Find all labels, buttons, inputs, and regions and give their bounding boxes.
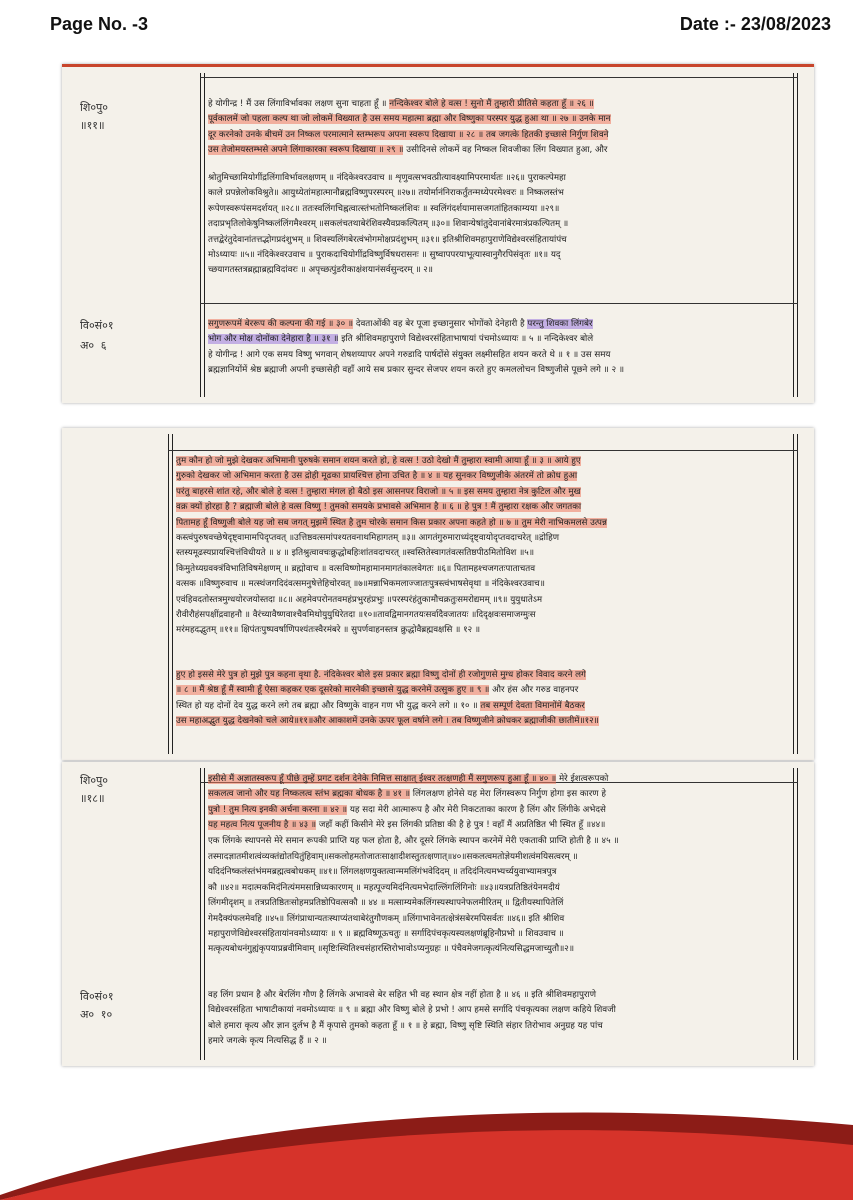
text-segment: वह लिंग प्रधान है और बेरलिंग गौण है लिंगके अभावसे बेर सहित भी वह स्थान क्षेत्र नहीं होता है ॥ ४६ ॥ इति श्रीशिवमहापुराणे xyxy=(208,990,596,1000)
text-segment: उसीदिनसे लोकमें वह निष्कल शिवजीका लिंग विख्यात हुआ, और xyxy=(403,145,608,156)
sanskrit-line: किमुतेध्यग्रवक्त्रंविभातिविषमेक्षणम् ॥ ब्रह्मोवाच ॥ वत्सविष्णोमहामानमागतंकालवेगतः ॥६॥ पितामहश्चजगतःपाताचतव xyxy=(176,563,536,574)
text-line xyxy=(176,714,788,729)
sanskrit-line: तस्मादज्ञातमीशत्वंव्यक्तंद्योतयितुंहिवाम्॥सकलोहमतोजातःसाक्षादीशस्तुतत्क्षणात्॥४०॥सकलत्वमतोज्ञेयमीशत्वंमयिसत्वरम् ॥ xyxy=(208,852,578,862)
text-line xyxy=(176,485,788,500)
highlighted-text: सकलत्व जानो और यह निष्कलत्व स्तंभ ब्रह्मका बोधक है ॥ ४१ ॥ xyxy=(208,789,411,800)
text-segment: यह सदा मेरी आत्मारूप है और मेरी निकटताका कारण है लिंग और लिंगीके अभेदसे xyxy=(347,804,606,815)
hindi-translation-block xyxy=(176,668,788,730)
text-segment: और हंस और गरुड वाहनपर xyxy=(489,685,579,696)
text-line xyxy=(208,143,788,158)
page-date: Date :- 23/08/2023 xyxy=(679,14,831,34)
text-line xyxy=(208,363,788,378)
text-segment: देवताओंकी वह बेर पूजा इच्छानुसार भोगोंको देनेहारी है xyxy=(353,319,528,329)
highlighted-text: परंतु बाहरसे शांत रहे, और बोले हे वत्स ! तुम्हारा मंगल हो बैठो इस आसनपर विराजो ॥ ५ ॥ इस समय तुम्हारा नेत्र कुटिल और मुख xyxy=(176,486,581,497)
sanskrit-verse-block xyxy=(208,171,788,279)
margin-note: अ० ६ xyxy=(80,339,107,352)
sanskrit-line: महापुराणेविद्येश्वरसंहितायांनवमोऽध्यायः ॥ ९ ॥ ब्रह्मविष्णूऊचतुः ॥ सर्गादिपंचकृत्यस्यलक्षणंब्रूहिनौप्रभो ॥ शिवउवाच ॥ xyxy=(208,929,564,940)
text-segment: एक लिंगके स्थापनसे मेरे समान रूपकी प्राप्ति यह फल होता है, और दूसरे लिंगके स्थापन करनेमें मेरी एकताकी प्राप्ति होती है ॥ ४५ ॥ xyxy=(208,835,619,846)
sanskrit-line: वत्सक ॥विष्णुरुवाच ॥ मत्स्थंजगदिदंवत्समनुषेत्तेहिचोरवत् ॥७॥मन्नाभिकमलाज्जातःपुत्रस्त्वंभाषसेवृथा ॥ नंदिकेश्वरउवाच॥ xyxy=(176,579,545,590)
right-border-rule xyxy=(793,434,798,754)
highlighted-text: नन्दिकेश्वर बोले हे वत्स ! सुनो मैं तुम्हारी प्रीतिसे कहता हूँ ॥ २६ ॥ xyxy=(389,99,594,109)
text-line xyxy=(208,112,788,127)
sanskrit-line: गेमदैक्यंफलमेवहि ॥४५॥ लिंगंप्राधान्यतःस्थाप्यंतथाबेरंतुगौणकम् ॥लिंगाभावेनतत्क्षेत्रंसबेरमपिसर्वतः ॥४६॥ इति श्रीशिव xyxy=(208,913,565,924)
text-line xyxy=(208,834,788,849)
margin-note: ॥११॥ xyxy=(80,119,105,132)
margin-note: शि०पु० xyxy=(80,774,109,787)
scan-image-2 xyxy=(62,428,814,760)
hindi-translation-block xyxy=(176,454,788,531)
scan-image-3 xyxy=(62,762,814,1066)
margin-note: शि०पु० xyxy=(80,101,109,114)
margin-note: ॥१८॥ xyxy=(80,792,105,805)
sanskrit-line: कौ ॥४२॥ मदात्मकमिदंनित्यंममसान्निध्यकारणम् ॥ महत्पूज्यमिदंनित्यमभेदाल्लिंगलिंगिनोः ॥४३॥यत्रप्रतिष्ठितंयेनमदीयं xyxy=(208,882,560,893)
sanskrit-line: कस्त्वंपुरुषवच्छेषेदृष्ट्वामामपिदृप्तवत् ॥उत्तिष्ठवत्समांपश्यतवनाथमिहागतम् ॥३॥ आगतंगुरुमाराध्यंदृष्ट्वायोदृप्तवदाचरेत् ॥द्रोहिण xyxy=(176,533,560,543)
purple-highlighted-text: परन्तु शिवका लिंगबेर xyxy=(527,319,593,329)
hindi-translation-block xyxy=(208,988,788,1050)
text-line xyxy=(176,469,788,484)
text-line xyxy=(176,500,788,515)
highlighted-text: उस महाअद्भुत युद्ध देखनेको चले आये॥११॥और आकाशमें उनके ऊपर फूल वर्षाने लगे । तब विष्णुजीने क्रोधकर ब्रह्माजीकी छातीमें॥१२॥ xyxy=(176,716,599,727)
highlighted-text: पितामह हूँ विष्णुजी बोले यह जो सब जगत् मुझमें स्थित है तुम चोरके समान किस प्रकार अपना कहते हो ॥ ७ ॥ तुम मेरी नाभिकमलसे उत्पन्न xyxy=(176,517,607,528)
sanskrit-line: मत्कृत्यबोधनंगुह्यंकृपयाप्रब्रवीमिवाम् ॥सृष्टिःस्थितिश्चसंहारस्तिरोभावोऽप्यनुग्रहः ॥ पंचैवमेजगत्कृत्यंनित्यसिद्धमजाच्युतौ॥२॥ xyxy=(208,944,575,955)
sanskrit-line: श्रोतुमिच्छामियोगींद्रलिंगाविर्भावलक्षणम् ॥ नंदिकेश्वरउवाच ॥ शृणुवत्सभवत्प्रीत्यावक्ष्यामिपरमार्थतः ॥२६॥ पुराकल्पेमहा xyxy=(208,173,566,183)
highlighted-text: उस तेजोमयस्तम्भसे अपने लिंगाकारका स्वरूप दिखाया ॥ २९ ॥ xyxy=(208,145,404,156)
margin-note: वि०सं०१ xyxy=(80,319,114,332)
hindi-translation-block xyxy=(208,97,788,159)
sanskrit-line: स्तस्यमूढस्यप्रायश्चित्तंविधीयते ॥ ४ ॥ इतिश्रुत्वावचःक्रुद्धोबहिःशांतवदाचरत् ॥स्वस्तितेस्वागतंवत्सतिष्ठपीठमितोविश ॥५॥ xyxy=(176,548,535,559)
text-line xyxy=(208,348,788,363)
highlighted-text: हुए हो इससे मेरे पुत्र हो मुझे पुत्र कहना वृथा है. नंदिकेश्वर बोले इस प्रकार ब्रह्मा विष्णु दोनों ही रजोगुणसे मुग्ध होकर विवाद करने लगे xyxy=(176,670,586,680)
highlighted-text: पूर्वकालमें जो पहला कल्प था जो लोकमें विख्यात है उस समय महात्मा ब्रह्मा और विष्णुका परस्पर युद्ध हुआ था ॥ २७ ॥ उनके मान xyxy=(208,114,611,125)
sanskrit-line: रौवीरौहंसपक्षींद्रवाहनौ ॥ वैरंच्यावैष्णवाश्चैवमिथोयुयुधिरेतदा ॥१०॥तावद्विमानगतयःसर्वादैवजातयः ॥दिदृक्षवःसमाजग्मुःस xyxy=(176,610,536,621)
text-line xyxy=(208,803,788,818)
highlighted-text: दूर करनेको उनके बीचमें उन निष्कल परमात्माने स्तम्भरूप अपना स्वरूप दिखाया ॥ २८ ॥ तब जगत्के हितकी इच्छासे निर्गुण शिवने xyxy=(208,129,609,140)
text-segment: जहाँ कहीं किसीने मेरे इस लिंगकी प्रतिष्ठा की है हे पुत्र ! वहाँ मैं अप्रतिष्ठित भी स्थित हूँ ॥४४॥ xyxy=(316,820,606,831)
top-border-rule xyxy=(168,450,798,451)
left-border-rule xyxy=(200,73,205,397)
sanskrit-line: मोऽध्यायः ॥५॥ नंदिकेश्वरउवाच ॥ पुराकदाचियोगींद्रविष्णुर्विषधरासनः ॥ सुष्वापपरयाभूत्यास्वानुगैरपिसंवृतः ॥१॥ यद् xyxy=(208,250,561,261)
text-segment: हे योगीन्द्र ! मैं उस लिंगाविर्भावका लक्षण सुना चाहता हूँ ॥ xyxy=(208,99,390,109)
hindi-translation-block xyxy=(208,317,788,379)
text-line xyxy=(176,454,788,469)
text-segment: विद्येश्वरसंहिता भाषाटीकायां नवमोऽध्यायः ॥ ९ ॥ ब्रह्मा और विष्णु बोले हे प्रभो ! आप हमसे सर्गादि पंचकृत्यका लक्षण कहिये शिवजी xyxy=(208,1005,616,1016)
margin-note: वि०सं०१ xyxy=(80,990,114,1003)
sanskrit-line: च्छयागतस्तत्रब्रह्माब्रह्मविदांवरः ॥ अपृच्छत्पुंडरीकाक्षंशयानंसर्वसुन्दरम् ॥ २॥ xyxy=(208,265,434,276)
hindi-translation-block xyxy=(208,772,788,849)
text-segment: लिंगलक्षण होनेसे यह मेरा लिंगस्वरूप निर्गुण होगा इस कारण हे xyxy=(410,789,606,800)
text-line xyxy=(208,1003,788,1018)
right-border-rule xyxy=(793,73,798,397)
sanskrit-line: यदिदंनिष्कलंस्तंभंममब्रह्मत्वबोधकम् ॥४१॥ लिंगलक्षणयुक्तत्वान्ममलिंगंभवेदिदम् ॥ तदिदंनित्यमभ्यर्च्ययुवाभ्यामत्रपुत्र xyxy=(208,867,557,878)
sanskrit-line: मरंमहदद्भुतम् ॥११॥ क्षिपंतःपुष्पवर्षाणिपश्यंतःस्वैरमंबरे ॥ सुपर्णवाहनस्तत्र क्रुद्धोवैब्रह्मवक्षसि ॥ १२ ॥ xyxy=(176,625,481,636)
divider-rule xyxy=(200,303,798,304)
text-line xyxy=(176,699,788,714)
text-segment: ब्रह्मज्ञानियोंमें श्रेष्ठ ब्रह्माजी अपनी इच्छासेही वहाँ आये सब प्रकार सुन्दर सेजपर शयन करते हुए कमललोचन विष्णुजीसे पूछने लगे ॥ २ ॥ xyxy=(208,365,625,376)
sanskrit-line: काले प्रपन्नेलोकविश्रुते॥ आयुध्येतांमहात्मानौब्रह्मविष्णुपरस्परम् ॥२७॥ तयोर्मानंनिराकर्तुंतन्मध्येपरमेश्वरः ॥ निष्कलस्तंभ xyxy=(208,188,564,199)
text-line xyxy=(208,97,788,112)
text-segment: इति श्रीशिवमहापुराणे विद्येश्वरसंहिताभाषायां पंचमोऽध्यायः ॥ ५ ॥ नन्दिकेश्वर बोले xyxy=(338,334,594,345)
highlighted-text: ॥ ८ ॥ मैं श्रेष्ठ हूँ मैं स्वामी हूँ ऐसा कहकर एक दूसरेको मारनेकी इच्छासे युद्ध करनेमें उत्सुक हुए ॥ ९ ॥ xyxy=(176,685,490,696)
top-border-rule xyxy=(200,77,798,78)
left-border-rule xyxy=(200,768,205,1060)
highlighted-text: पुत्रो ! तुम नित्य इनकी अर्चना करना ॥ ४२ ॥ xyxy=(208,804,348,815)
text-segment: मेरे ईशत्वरूपको xyxy=(556,774,609,784)
margin-note: अ० १० xyxy=(80,1008,113,1021)
highlighted-text: गुरुको देखकर जो अभिमान करता है उस द्रोही मूढका प्रायश्चित्त होना उचित है ॥ ४ ॥ यह सुनकर विष्णुजीके अंतरमें तो क्रोध हुआ xyxy=(176,471,578,482)
text-segment: स्थित हो यह दोनों देव युद्ध करने लगे तब ब्रह्मा और विष्णुके वाहन गण भी युद्ध करने लगे ॥ १० ॥ xyxy=(176,700,481,711)
highlighted-text: यह महत्व नित्य पूजनीय है ॥ ४३ ॥ xyxy=(208,820,317,831)
sanskrit-line: तदाप्रभृतिलोकेषुनिष्कलंलिंगमैश्वरम् ॥सकलंचतथाबेरंशिवस्यैवप्रकल्पितम् ॥३०॥ शिवान्येषांतुदेवानांबेरमात्रंप्रकल्पितम् ॥ xyxy=(208,219,569,230)
sanskrit-line: तत्तद्बेरंतुदेवानांतत्तद्भोगप्रदंशुभम् ॥ शिवस्यलिंगबेरत्वंभोगमोक्षप्रदंशुभम् ॥३१॥ इतिश्रीशिवमहापुराणेविद्येश्वरसंहितायांपंच xyxy=(208,234,567,245)
text-line xyxy=(208,128,788,143)
left-border-rule xyxy=(168,434,173,754)
text-line xyxy=(208,1019,788,1034)
text-line xyxy=(208,818,788,833)
highlighted-text: इसीसे मैं अज्ञातस्वरूप हूँ पीछे तुम्हें प्रगट दर्शन देनेके निमित्त साक्षात् ईश्वर तत्क्षणही मैं सगुणरूप हुआ हूँ ॥ ४० ॥ xyxy=(208,774,557,784)
right-border-rule xyxy=(793,768,798,1060)
text-line xyxy=(208,1034,788,1049)
footer-swoosh-decoration xyxy=(0,1085,853,1200)
text-line xyxy=(208,332,788,347)
text-segment: हे योगीन्द्र ! आगे एक समय विष्णु भगवान् शेषशय्यापर अपने गरुडादि पार्षदोंसे संयुक्त लक्ष्मीसहित शयन करते थे ॥ १ ॥ उस समय xyxy=(208,349,611,360)
text-line xyxy=(208,772,788,787)
sanskrit-line: लिंगमीदृशम् ॥ तत्रप्रतिष्ठितःसोहमप्रतिष्ठोपिवत्सकौ ॥ ४४ ॥ मत्साम्यमेकलिंगस्यस्थापनेफलमीरितम् ॥ द्वितीयस्थापितेलिं xyxy=(208,898,564,909)
sanskrit-line: रूपेणस्वरूपंसमदर्शयत् ॥२८॥ ततःस्वलिंगचिह्नत्वात्स्तंभतोनिष्कलंशिवः ॥ स्वलिंगंदर्शयामासजगतांहितकाम्यया ॥२९॥ xyxy=(208,203,560,214)
text-line xyxy=(176,668,788,683)
scan-image-1 xyxy=(62,64,814,403)
sanskrit-verse-block xyxy=(176,531,788,639)
text-line xyxy=(208,317,788,332)
text-segment: बोले हमारा कृत्य और ज्ञान दुर्लभ है मैं कृपासे तुमको कहता हूँ ॥ १ ॥ हे ब्रह्मा, विष्णु सृष्टि स्थिति संहार तिरोभाव अनुग्रह यह पांच xyxy=(208,1020,603,1031)
text-line xyxy=(176,683,788,698)
text-line xyxy=(176,516,788,531)
text-line xyxy=(208,787,788,802)
highlighted-text: तब सम्पूर्ण देवता विमानोंमें बैठकर xyxy=(480,700,585,711)
highlighted-text: तुम कौन हो जो मुझे देखकर अभिमानी पुरुषके समान शयन करते हो, हे वत्स ! उठो देखो मैं तुम्हारा स्वामी आया हूँ ॥ ३ ॥ आये हुए xyxy=(176,456,581,466)
sanskrit-line: एवंहिवदतोस्तत्रमुग्धयोरजयोस्तदा ॥८॥ अहमेवपरोनतवमहंप्रभुरहंप्रभुः ॥परस्परंहंतुकामौचक्रतुःसमरोद्यमम् ॥९॥ युयुधातेऽम xyxy=(176,594,543,605)
text-line xyxy=(208,988,788,1003)
sanskrit-verse-block xyxy=(208,850,788,958)
purple-highlighted-text: भोग और मोक्ष दोनोंका देनेहारा है ॥ ३१ ॥ xyxy=(208,334,339,345)
page-number: Page No. -3 xyxy=(50,14,149,34)
text-segment: हमारे जगत्के कृत्य नित्यसिद्ध हैं ॥ २ ॥ xyxy=(208,1036,327,1047)
highlighted-text: वक्र क्यों होरहा है ? ब्रह्माजी बोले हे वत्स विष्णु ! तुमको समयके प्रभावसे अभिमान है ॥ ६ ॥ हे पुत्र ! मैं तुम्हारा रक्षक और जगतका xyxy=(176,502,582,513)
highlighted-text: सगुणरूपमें बेररूप की कल्पना की गई ॥ ३० ॥ xyxy=(208,319,354,329)
